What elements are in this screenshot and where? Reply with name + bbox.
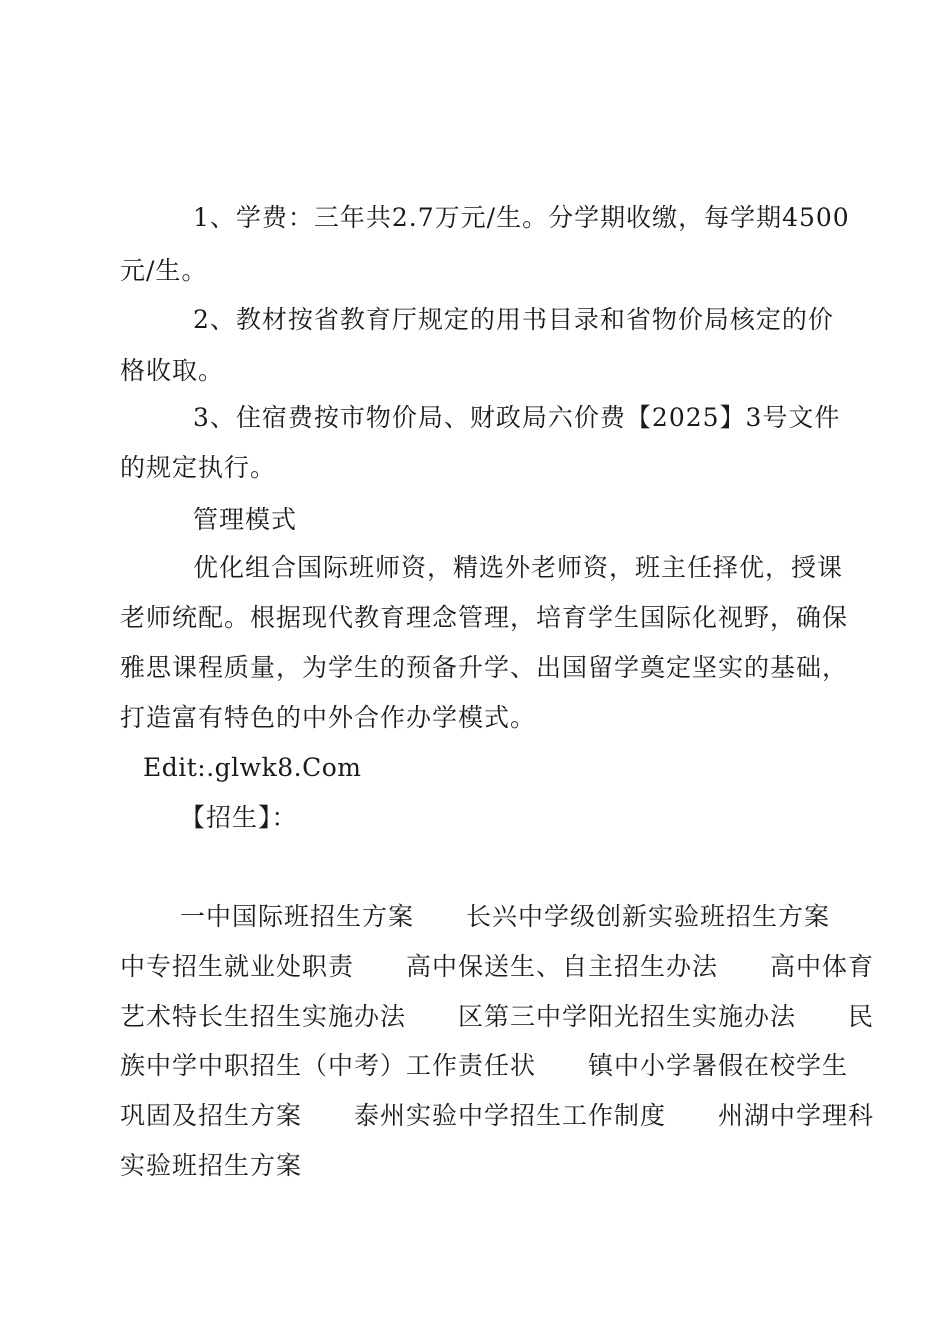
related-links-line-1: 一中国际班招生方案 长兴中学级创新实验班招生方案 [180,902,831,931]
related-links-line-5: 巩固及招生方案 泰州实验中学招生工作制度 州湖中学理科 [120,1101,875,1130]
section-heading-management: 管理模式 [193,505,298,534]
fee-item-1-line-2: 元/生。 [120,256,208,285]
edit-source-line: Edit:.glwk8.Com [143,753,362,782]
management-paragraph-line-1: 优化组合国际班师资，精选外老师资，班主任择优，授课 [193,553,844,582]
management-paragraph-line-3: 雅思课程质量，为学生的预备升学、出国留学奠定坚实的基础， [120,653,849,682]
related-links-line-2: 中专招生就业处职责 高中保送生、自主招生办法 高中体育 [120,952,875,981]
fee-item-1-line-1: 1、学费：三年共2.7万元/生。分学期收缴，每学期4500 [193,203,850,232]
management-paragraph-line-2: 老师统配。根据现代教育理念管理，培育学生国际化视野，确保 [120,603,849,632]
fee-item-3-line-1: 3、住宿费按市物价局、财政局六价费【2025】3号文件 [193,403,841,432]
related-links-line-3: 艺术特长生招生实施办法 区第三中学阳光招生实施办法 民 [120,1002,875,1031]
section-heading-enrollment: 【招生】： [180,803,298,832]
fee-item-2-line-2: 格收取。 [120,356,225,385]
related-links-line-6: 实验班招生方案 [120,1151,303,1180]
fee-item-3-line-2: 的规定执行。 [120,453,277,482]
fee-item-2-line-1: 2、教材按省教育厅规定的用书目录和省物价局核定的价 [193,305,834,334]
management-paragraph-line-4: 打造富有特色的中外合作办学模式。 [120,703,537,732]
related-links-line-4: 族中学中职招生（中考）工作责任状 镇中小学暑假在校学生 [120,1051,849,1080]
